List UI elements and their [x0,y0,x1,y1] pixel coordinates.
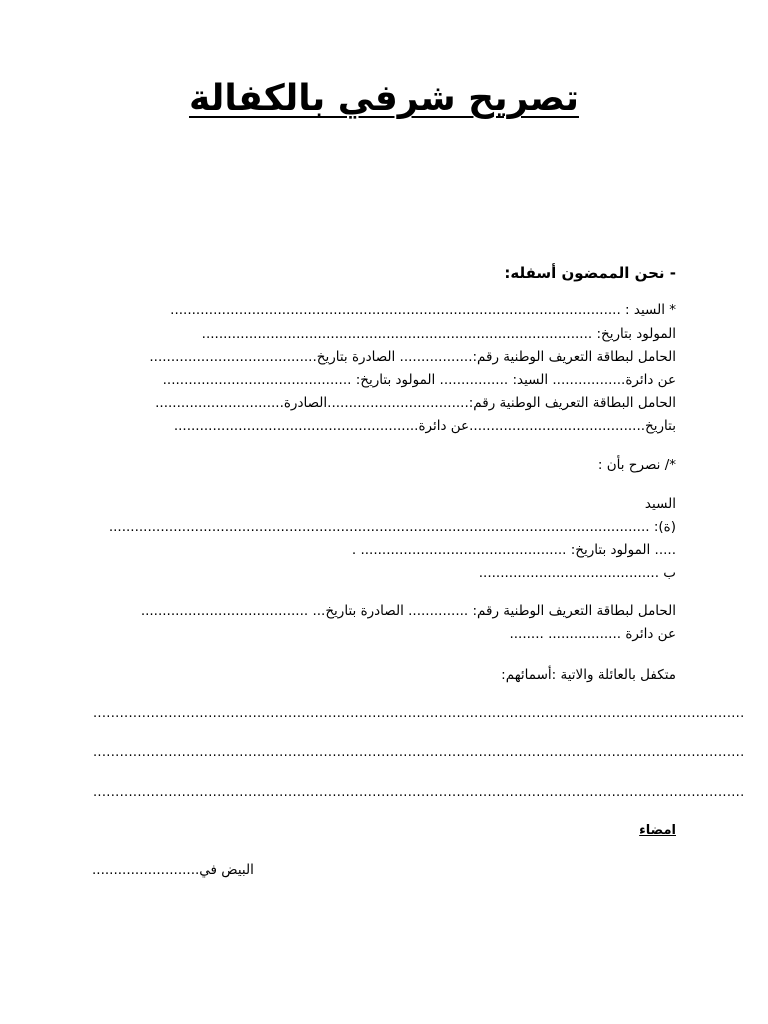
person-line-5: الحامل البطاقة التعريف الوطنية رقم:.................................الصادرة.............................. [155,395,676,411]
person-line-1: * السيد : ......................................................................................................... [170,302,676,318]
declare-heading: */ نصرح بأن : [597,457,676,473]
beneficiary-line-3: ..... المولود بتاريخ: ................................................ . [351,542,676,558]
dotted-row-3: ................................................................................................................................................... [93,785,745,800]
beneficiary-line-1: السيد [644,496,676,512]
document-title: تصريح شرفي بالكفالة [189,78,579,119]
intro-heading: - نحن الممضون أسفله: [504,264,676,282]
person-line-6: بتاريخ.........................................عن دائرة......................................................... [173,418,676,434]
dotted-row-2: ................................................................................................................................................... [93,745,745,760]
dotted-row-1: ................................................................................................................................................... [93,706,745,721]
person-line-2: المولود بتاريخ: ........................................................................................... [201,326,676,342]
beneficiary-line-4: ب .......................................... [478,565,676,581]
id-line-1: الحامل لبطاقة التعريف الوطنية رقم: .............. الصادرة بتاريخ... ....................................... [140,603,676,619]
family-label: متكفل بالعائلة والاتية :أسمائهم: [501,667,676,683]
beneficiary-line-2: (ة): .............................................................................................................................. [108,519,676,535]
signature-label: امضاء [639,823,676,838]
place-date-line: البيض في......................... [92,862,254,878]
person-line-3: الحامل لبطاقة التعريف الوطنية رقم:................. الصادرة بتاريخ....................................... [149,349,676,365]
id-line-2: عن دائرة ................. ........ [509,626,676,642]
person-line-4: عن دائرة................. السيد: ................ المولود بتاريخ: ............................................ [162,372,676,388]
